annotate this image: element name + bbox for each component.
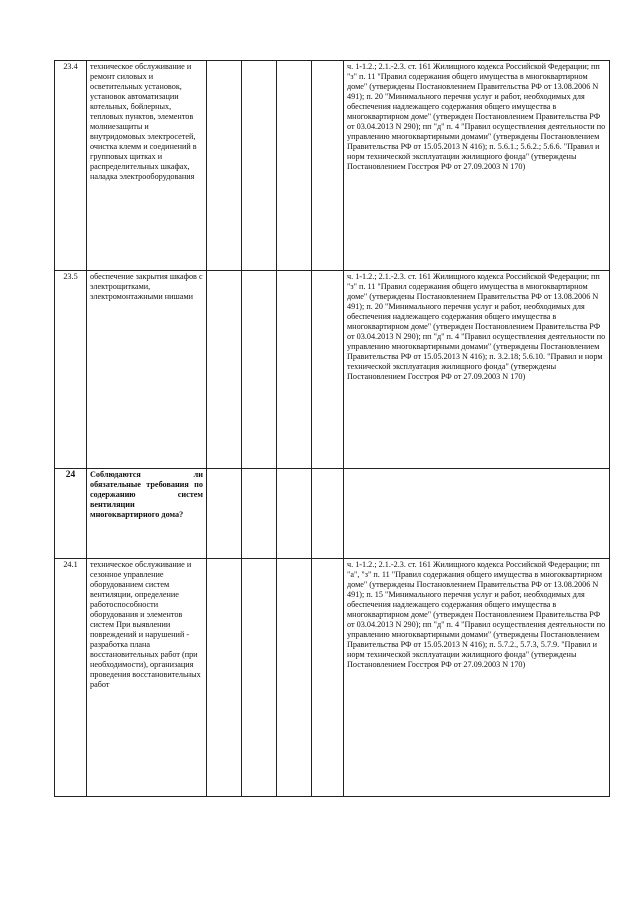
answer-na-cell [277, 469, 312, 559]
notes-cell [312, 61, 344, 271]
row-number: 23.4 [55, 61, 87, 271]
question-text: техническое обслуживание и ремонт силовых и осветительных установок, установок автоматизации котельных, бойлерных, тепловых пунктов, элементов молниезащиты и внутридомовых электросетей, очистка клемм и соединений в групповых щитках и распределительных шкафах, наладка электрооборудования [87, 61, 207, 271]
answer-na-cell [277, 271, 312, 469]
notes-cell [312, 559, 344, 797]
notes-cell [312, 271, 344, 469]
legal-reference: ч. 1-1.2.; 2.1.-2.3. ст. 161 Жилищного кодекса Российской Федерации; пп "з" п. 11 "Правил содержания общего имущества в многоквартирном доме" (утверждены Постановлением Правительства РФ от 13.08.2006 N 491); п. 20 "Минимального перечня услуг и работ, необходимых для обеспечения надлежащего содержания общего имущества в многоквартирном доме" (утвержден Постановлением Правительства РФ от 03.04.2013 N 290); пп "д" п. 4 "Правил осуществления деятельности по управлению многоквартирными домами" (утверждены Постановлением Правительства РФ от 15.05.2013 N 416); п. 3.2.18; 5.6.10. "Правил и норм технической эксплуатация жилищного фонда" (утверждены Постановлением Госстроя РФ от 27.09.2003 N 170) [344, 271, 610, 469]
answer-yes-cell [207, 469, 242, 559]
answer-no-cell [242, 469, 277, 559]
answer-na-cell [277, 61, 312, 271]
table-row [55, 469, 610, 559]
table-row [55, 271, 610, 469]
section-number: 24 [55, 469, 87, 559]
answer-no-cell [242, 559, 277, 797]
answer-na-cell [277, 559, 312, 797]
table-row [55, 559, 610, 797]
legal-reference [344, 469, 610, 559]
answer-no-cell [242, 61, 277, 271]
table-row [55, 61, 610, 271]
checklist-table [54, 60, 610, 797]
row-number: 23.5 [55, 271, 87, 469]
answer-yes-cell [207, 559, 242, 797]
answer-yes-cell [207, 271, 242, 469]
answer-yes-cell [207, 61, 242, 271]
question-text: техническое обслуживание и сезонное управление оборудованием систем вентиляции, определение работоспособности оборудования и элементов систем При выявлении повреждений и нарушений - разработка плана восстановительных работ (при необходимости), организация проведения восстановительных работ [87, 559, 207, 797]
answer-no-cell [242, 271, 277, 469]
section-question: Соблюдаются ли обязательные требования по содержанию систем вентиляции многоквартирного дома? [87, 469, 207, 559]
question-text: обеспечение закрытия шкафов с электрощитками, электромонтажными нишами [87, 271, 207, 469]
legal-reference: ч. 1-1.2.; 2.1.-2.3. ст. 161 Жилищного кодекса Российской Федерации; пп "з" п. 11 "Правил содержания общего имущества в многоквартирном доме" (утверждены Постановлением Правительства РФ от 13.08.2006 N 491); п. 20 "Минимального перечня услуг и работ, необходимых для обеспечения надлежащего содержания общего имущества в многоквартирном доме" (утвержден Постановлением Правительства РФ от 03.04.2013 N 290); пп "д" п. 4 "Правил осуществления деятельности по управлению многоквартирными домами" (утверждены Постановлением Правительства РФ от 15.05.2013 N 416); п. 5.6.1.; 5.6.2.; 5.6.6. "Правил и норм технической эксплуатации жилищного фонда" (утверждены Постановлением Госстроя РФ от 27.09.2003 N 170) [344, 61, 610, 271]
row-number: 24.1 [55, 559, 87, 797]
legal-reference: ч. 1-1.2.; 2.1.-2.3. ст. 161 Жилищного кодекса Российской Федерации; пп "а", "з" п. 11 "Правил содержания общего имущества в многоквартирном доме" (утверждены Постановлением Правительства РФ от 13.08.2006 N 491); п. 15 "Минимального перечня услуг и работ, необходимых для обеспечения надлежащего содержания общего имущества в многоквартирном доме" (утвержден Постановлением Правительства РФ от 03.04.2013 N 290); пп "д" п. 4 "Правил осуществления деятельности по управлению многоквартирными домами" (утверждены Постановлением Правительства РФ от 15.05.2013 N 416); п. 5.7.2., 5.7.3, 5.7.9. "Правил и норм технической эксплуатации жилищного фонда" (утверждены Постановлением Госстроя РФ от 27.09.2003 N 170) [344, 559, 610, 797]
notes-cell [312, 469, 344, 559]
